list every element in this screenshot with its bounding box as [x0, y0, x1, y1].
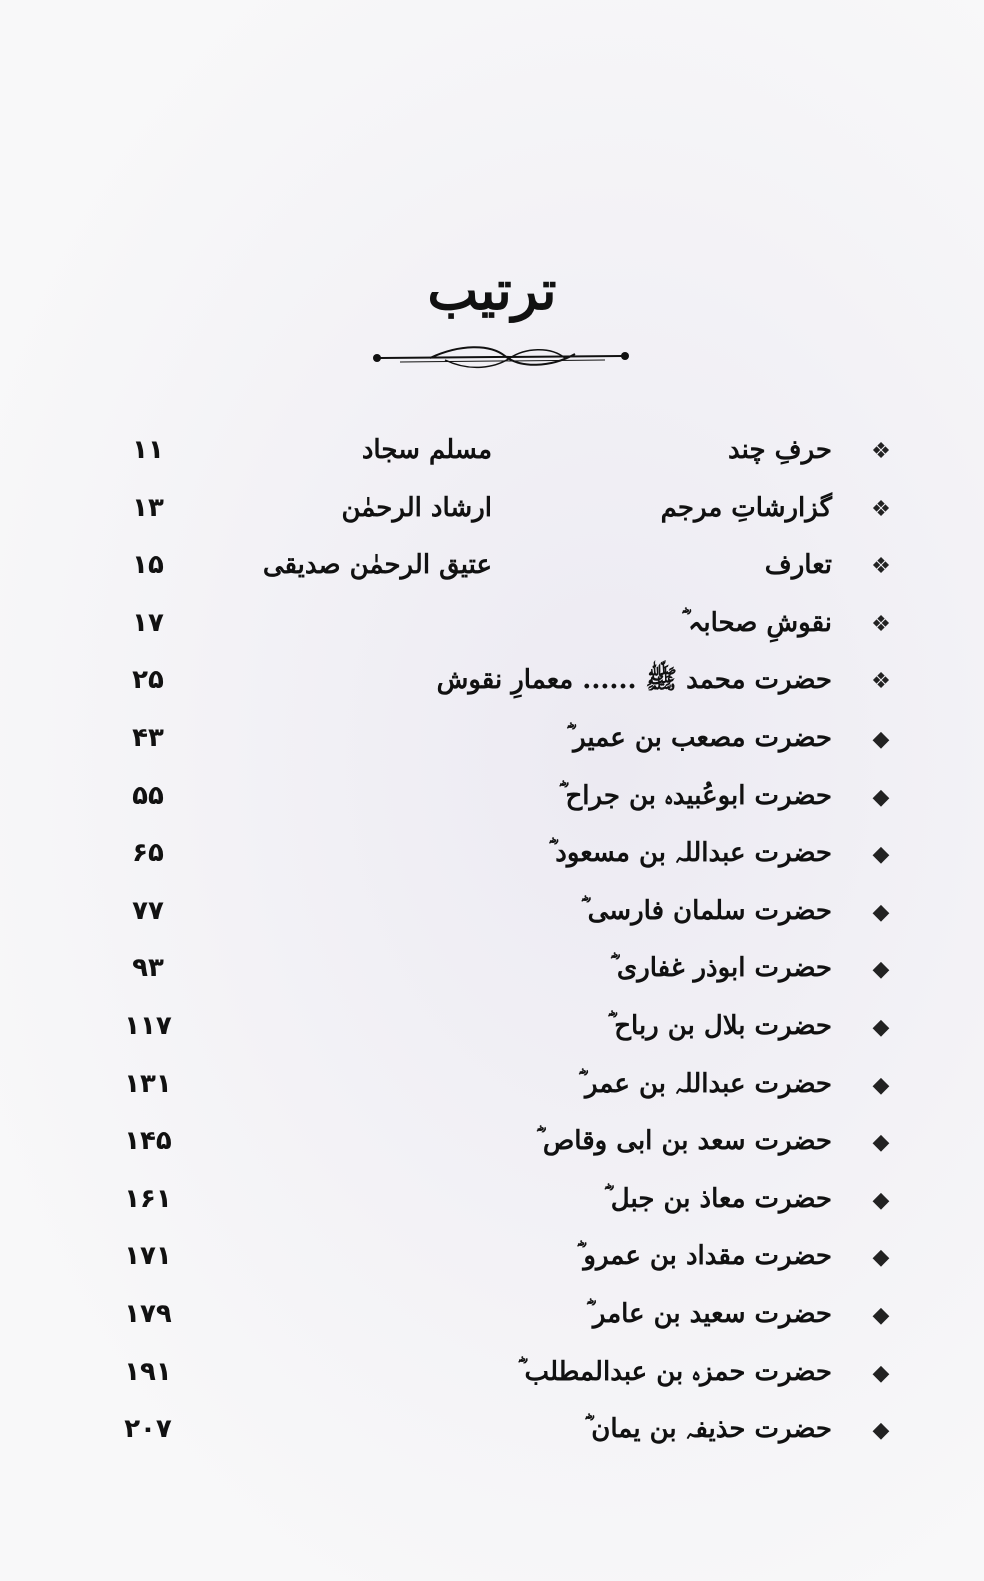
ornament-bullet-icon: ❖ [871, 439, 891, 464]
page-number: ۲۵ [132, 665, 164, 696]
toc-row [0, 654, 984, 710]
diamond-bullet-icon: ◆ [872, 1015, 890, 1040]
diamond-bullet-icon: ◆ [872, 1360, 890, 1386]
page-number: ۷۷ [132, 895, 164, 926]
entry-title: حضرت ابوذر غفاری ؓ [610, 953, 832, 984]
diamond-bullet-icon: ◆ [872, 1418, 890, 1444]
diamond-bullet-icon: ◆ [872, 1072, 890, 1098]
toc-row [0, 770, 984, 826]
page-number: ۱۷۱ [124, 1241, 172, 1272]
entry-title: حضرت عبداللہ بن عمر ؓ [578, 1068, 832, 1099]
toc-row [0, 1173, 984, 1229]
entry-title: نقوشِ صحابہ ؓ [681, 607, 832, 638]
entry-title: تعارف [764, 550, 832, 581]
page-number: ۱۱۷ [124, 1011, 172, 1041]
page-number: ۱۶۱ [124, 1183, 172, 1214]
toc-row [0, 827, 984, 883]
entry-title: حضرت مقداد بن عمرو ؓ [576, 1241, 832, 1272]
toc-row [0, 597, 984, 653]
title-ornament [370, 338, 632, 378]
entry-author: عتیق الرحمٰن صدیقی [262, 550, 492, 581]
entry-author: مسلم سجاد [361, 435, 492, 465]
page-number: ۲۰۷ [124, 1414, 172, 1445]
page-number: ۱۳۱ [124, 1068, 172, 1099]
entry-title: حضرت ابوعُبیدہ بن جراح ؓ [558, 780, 832, 811]
entry-title: حضرت محمد ﷺ ...... معمارِ نقوش [436, 665, 832, 696]
entry-title: حضرت عبداللہ بن مسعود ؓ [548, 838, 832, 869]
toc-row [0, 1288, 984, 1344]
toc-row [0, 1346, 984, 1402]
entry-title: حضرت سعد بن ابی وقاص ؓ [536, 1126, 832, 1157]
page-title: ترتیب [427, 258, 557, 322]
page-number: ۱۳ [132, 492, 164, 523]
page-number: ۹۳ [132, 953, 164, 984]
entry-author: ارشاد الرحمٰن [341, 492, 492, 523]
diamond-bullet-icon: ◆ [872, 1187, 890, 1213]
ornament-bullet-icon: ❖ [871, 496, 891, 522]
page-number: ۴۳ [132, 723, 164, 753]
toc-row [0, 885, 984, 941]
page-number: ۵۵ [132, 780, 164, 811]
diamond-bullet-icon: ◆ [872, 1245, 890, 1271]
entry-title: حضرت سلمان فارسی ؓ [581, 895, 832, 926]
toc-row [0, 539, 984, 595]
diamond-bullet-icon: ◆ [872, 842, 890, 868]
page-number: ۱۱ [132, 435, 164, 465]
page-number: ۱۴۵ [124, 1126, 172, 1157]
entry-title: حضرت معاذ بن جبل ؓ [604, 1183, 832, 1214]
ornament-bullet-icon: ❖ [871, 554, 891, 580]
diamond-bullet-icon: ◆ [872, 899, 890, 925]
page-number: ۶۵ [132, 838, 164, 869]
entry-title: گزارشاتِ مرجم [660, 492, 832, 523]
page-number: ۱۵ [132, 550, 164, 581]
toc-row [0, 1115, 984, 1171]
entry-title: حضرت حمزہ بن عبدالمطلب ؓ [518, 1356, 832, 1387]
entry-title: حضرت بلال بن رباح ؓ [607, 1011, 832, 1041]
toc-row [0, 1230, 984, 1286]
page-number: ۱۷۹ [124, 1299, 172, 1329]
ornament-bullet-icon: ❖ [871, 669, 891, 695]
toc-row [0, 712, 984, 768]
diamond-bullet-icon: ◆ [872, 784, 890, 810]
page-number: ۱۷ [132, 607, 164, 638]
toc-row [0, 424, 984, 480]
diamond-bullet-icon: ◆ [872, 1130, 890, 1156]
entry-title: حضرت مصعب بن عمیر ؓ [566, 723, 832, 753]
toc-row [0, 1403, 984, 1459]
toc-row [0, 1000, 984, 1056]
diamond-bullet-icon: ◆ [872, 727, 890, 752]
diamond-bullet-icon: ◆ [872, 1303, 890, 1328]
entry-title: حضرت سعید بن عامر ؓ [586, 1299, 832, 1329]
toc-row [0, 942, 984, 998]
toc-row [0, 482, 984, 538]
entry-title: حضرت حذیفہ بن یمان ؓ [584, 1414, 832, 1445]
ornament-bullet-icon: ❖ [871, 611, 891, 637]
entry-title: حرفِ چند [728, 435, 832, 465]
diamond-bullet-icon: ◆ [872, 957, 890, 983]
page-number: ۱۹۱ [124, 1356, 172, 1387]
toc-row [0, 1058, 984, 1114]
